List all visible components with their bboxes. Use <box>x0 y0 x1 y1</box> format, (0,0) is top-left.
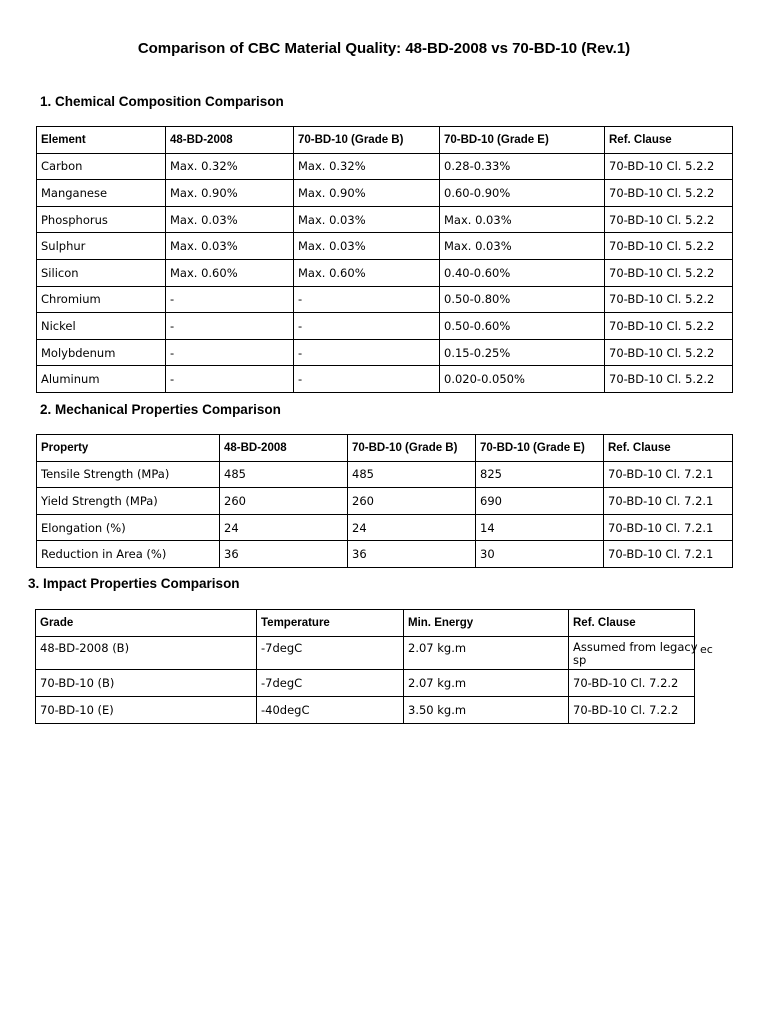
mechanical-properties-table <box>36 434 733 568</box>
table-cell <box>569 637 713 670</box>
column-header: 70-BD-10 (Grade B) <box>348 435 476 462</box>
table-cell: Max. 0.03% <box>166 233 294 260</box>
table-cell: Max. 0.90% <box>294 180 440 207</box>
section-heading-mechanical: 2. Mechanical Properties Comparison <box>40 402 281 417</box>
table-cell: 36 <box>348 541 476 568</box>
table-cell: -7degC <box>257 637 404 670</box>
table-row <box>37 206 733 233</box>
table-cell: 70-BD-10 Cl. 5.2.2 <box>605 339 733 366</box>
column-header: Ref. Clause <box>569 610 695 637</box>
table-cell: Silicon <box>37 259 166 286</box>
table-cell: Elongation (%) <box>37 514 220 541</box>
table-cell: Max. 0.32% <box>166 153 294 180</box>
document-title: Comparison of CBC Material Quality: 48-BD-2008 vs 70-BD-10 (Rev.1) <box>137 40 631 57</box>
table-row <box>37 339 733 366</box>
table-cell: 70-BD-10 Cl. 5.2.2 <box>605 366 733 393</box>
table-cell: Carbon <box>37 153 166 180</box>
table-cell: Chromium <box>37 286 166 313</box>
table-cell: 0.15-0.25% <box>440 339 605 366</box>
table-cell: Yield Strength (MPa) <box>37 488 220 515</box>
table-header-row <box>37 435 733 462</box>
table-cell: 24 <box>348 514 476 541</box>
table-cell: - <box>294 313 440 340</box>
table-cell: 0.020-0.050% <box>440 366 605 393</box>
table-cell: 14 <box>476 514 604 541</box>
table-cell: Tensile Strength (MPa) <box>37 461 220 488</box>
table-cell: Sulphur <box>37 233 166 260</box>
table-cell: Molybdenum <box>37 339 166 366</box>
table-cell: 70-BD-10 Cl. 5.2.2 <box>605 259 733 286</box>
table-cell: 485 <box>348 461 476 488</box>
table-cell: 70-BD-10 Cl. 7.2.1 <box>604 514 733 541</box>
table-cell: - <box>166 313 294 340</box>
table-cell: 36 <box>220 541 348 568</box>
table-cell: Max. 0.90% <box>166 180 294 207</box>
table-cell: 24 <box>220 514 348 541</box>
column-header: 70-BD-10 (Grade E) <box>440 127 605 154</box>
table-row <box>37 180 733 207</box>
table-row <box>37 366 733 393</box>
table-cell: - <box>166 339 294 366</box>
table-cell: 70-BD-10 Cl. 5.2.2 <box>605 313 733 340</box>
table-cell: 485 <box>220 461 348 488</box>
column-header: Grade <box>36 610 257 637</box>
table-cell: 70-BD-10 (B) <box>36 670 257 697</box>
table-row <box>37 313 733 340</box>
table-cell: 70-BD-10 (E) <box>36 697 257 724</box>
table-cell: 0.50-0.80% <box>440 286 605 313</box>
column-header: Ref. Clause <box>604 435 733 462</box>
table-cell: 260 <box>348 488 476 515</box>
impact-properties-table <box>35 609 713 724</box>
table-row <box>37 541 733 568</box>
column-header: 70-BD-10 (Grade E) <box>476 435 604 462</box>
table-cell: Max. 0.60% <box>166 259 294 286</box>
table-cell: 70-BD-10 Cl. 7.2.2 <box>569 670 695 697</box>
table-cell: 70-BD-10 Cl. 7.2.1 <box>604 461 733 488</box>
table-cell: -7degC <box>257 670 404 697</box>
column-header: Ref. Clause <box>605 127 733 154</box>
table-cell: 3.50 kg.m <box>404 697 569 724</box>
table-cell: - <box>294 366 440 393</box>
column-header: Min. Energy <box>404 610 569 637</box>
table-row <box>36 697 695 724</box>
column-header: Property <box>37 435 220 462</box>
table-row <box>37 286 733 313</box>
table-cell: 30 <box>476 541 604 568</box>
table-cell: 0.60-0.90% <box>440 180 605 207</box>
table-row <box>36 670 695 697</box>
table-row <box>37 514 733 541</box>
column-header: Temperature <box>257 610 404 637</box>
table-cell: 70-BD-10 Cl. 7.2.1 <box>604 541 733 568</box>
table-cell: Manganese <box>37 180 166 207</box>
table-row <box>37 233 733 260</box>
table-cell: - <box>294 339 440 366</box>
table-cell: Max. 0.32% <box>294 153 440 180</box>
table-cell: 70-BD-10 Cl. 7.2.1 <box>604 488 733 515</box>
table-cell: 0.40-0.60% <box>440 259 605 286</box>
table-cell: 70-BD-10 Cl. 5.2.2 <box>605 180 733 207</box>
table-row <box>37 259 733 286</box>
legacy-ref-line-2: sp <box>573 653 587 667</box>
table-cell: 70-BD-10 Cl. 5.2.2 <box>605 233 733 260</box>
table-cell: 70-BD-10 Cl. 5.2.2 <box>605 286 733 313</box>
table-cell: Max. 0.03% <box>294 233 440 260</box>
table-cell: 70-BD-10 Cl. 5.2.2 <box>605 206 733 233</box>
column-header: Element <box>37 127 166 154</box>
table-cell: Max. 0.03% <box>440 206 605 233</box>
table-cell: - <box>166 366 294 393</box>
column-header: 48-BD-2008 <box>166 127 294 154</box>
section-heading-impact: 3. Impact Properties Comparison <box>28 576 240 591</box>
table-header-row <box>37 127 733 154</box>
table-cell: 2.07 kg.m <box>404 637 569 670</box>
table-header-row <box>36 610 695 637</box>
table-cell: 0.50-0.60% <box>440 313 605 340</box>
section-heading-chemical: 1. Chemical Composition Comparison <box>40 94 284 109</box>
table-cell: 0.28-0.33% <box>440 153 605 180</box>
table-cell: Max. 0.60% <box>294 259 440 286</box>
table-cell: Aluminum <box>37 366 166 393</box>
table-cell: Reduction in Area (%) <box>37 541 220 568</box>
table-cell: Phosphorus <box>37 206 166 233</box>
table-cell: Max. 0.03% <box>294 206 440 233</box>
table-cell: Max. 0.03% <box>166 206 294 233</box>
table-row <box>37 153 733 180</box>
table-cell: 70-BD-10 Cl. 7.2.2 <box>569 697 695 724</box>
table-cell: - <box>294 286 440 313</box>
table-cell: Nickel <box>37 313 166 340</box>
table-cell: 690 <box>476 488 604 515</box>
table-cell: -40degC <box>257 697 404 724</box>
chemical-composition-table <box>36 126 733 393</box>
legacy-ref-clause <box>573 640 713 667</box>
table-cell: 260 <box>220 488 348 515</box>
column-header: 70-BD-10 (Grade B) <box>294 127 440 154</box>
table-cell: - <box>166 286 294 313</box>
table-row <box>36 637 695 670</box>
table-cell: 2.07 kg.m <box>404 670 569 697</box>
table-cell: 48-BD-2008 (B) <box>36 637 257 670</box>
table-cell: Max. 0.03% <box>440 233 605 260</box>
column-header: 48-BD-2008 <box>220 435 348 462</box>
table-cell: 70-BD-10 Cl. 5.2.2 <box>605 153 733 180</box>
table-row <box>37 461 733 488</box>
legacy-ref-line-1: Assumed from legacy <box>573 640 698 654</box>
table-row <box>37 488 733 515</box>
table-cell: 825 <box>476 461 604 488</box>
legacy-ref-overflow: ec <box>700 643 713 656</box>
